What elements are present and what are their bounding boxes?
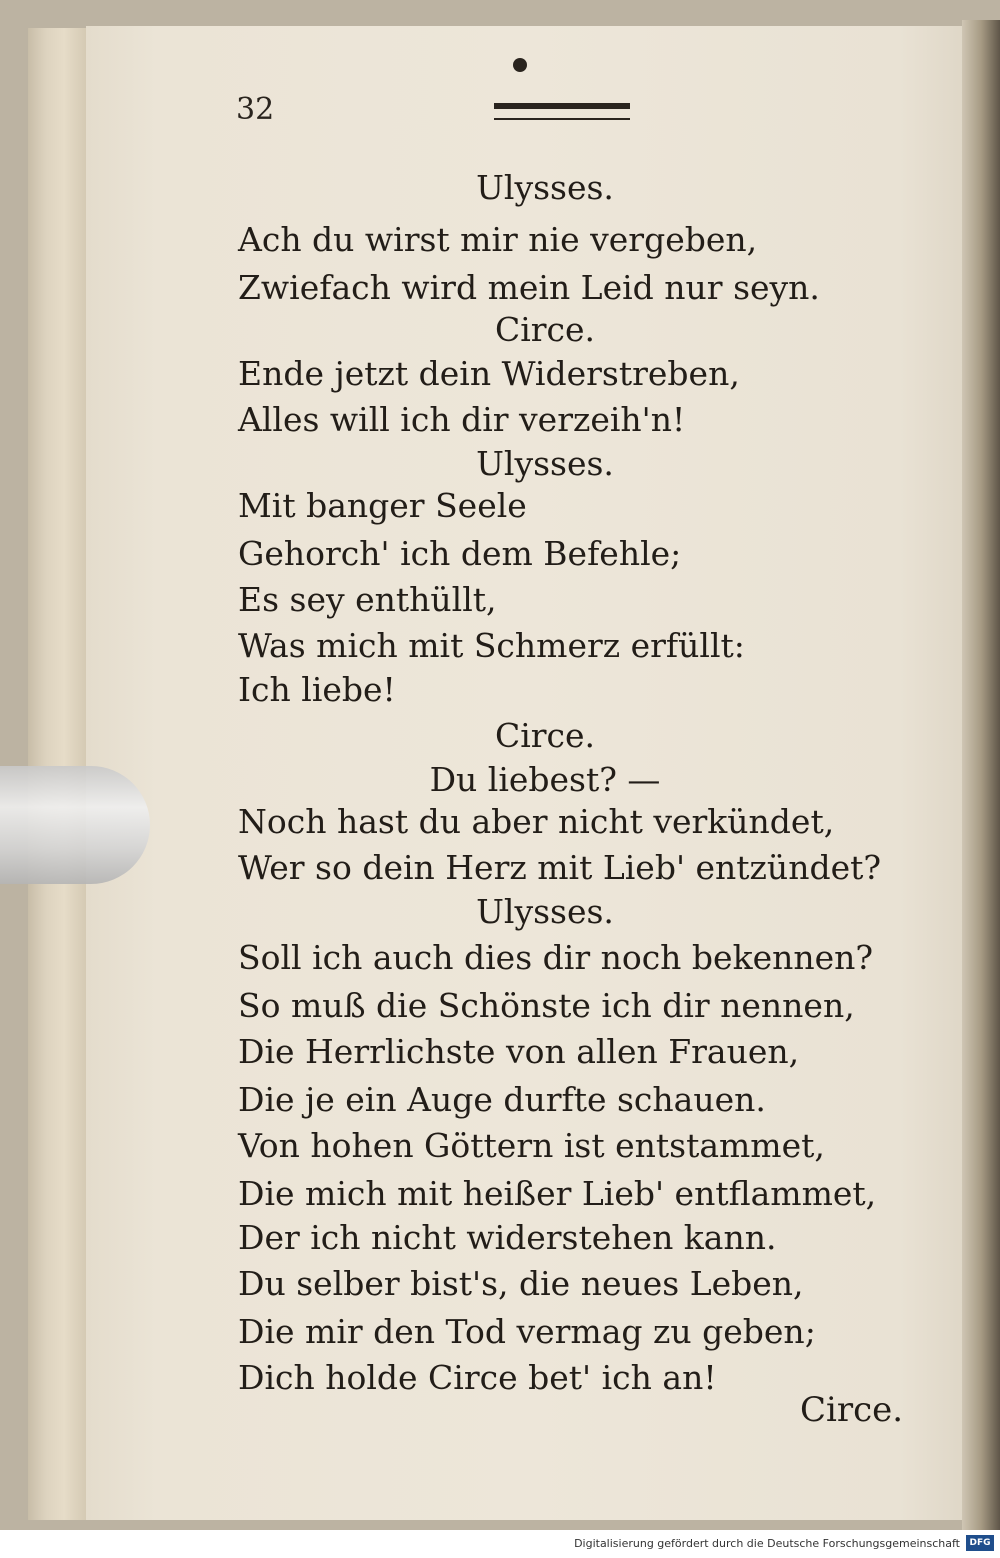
verse-line: Ach du wirst mir nie vergeben, [238,220,758,259]
verse-line: Von hohen Göttern ist entstammet, [238,1126,825,1165]
verse-line: Mit banger Seele [238,486,527,525]
page-number: 32 [236,92,275,127]
speaker-name: Circe. [494,716,596,755]
verse-line: Alles will ich dir verzeih'n! [238,400,686,439]
header-rule [494,103,630,109]
speaker-name: Ulysses. [476,168,614,207]
verse-line: Ende jetzt dein Widerstreben, [238,354,740,393]
book-spine [962,20,1000,1530]
verse-line: Gehorch' ich dem Befehle; [238,534,682,573]
dfg-logo: DFG [966,1535,994,1551]
verse-line: Der ich nicht widerstehen kann. [238,1218,777,1257]
footer [0,1530,1000,1558]
verse-line: Wer so dein Herz mit Lieb' entzündet? [238,848,882,887]
verse-line: Was mich mit Schmerz erfüllt: [238,626,745,665]
verse-line: Die mich mit heißer Lieb' entflammet, [238,1174,877,1213]
verse-line: Es sey enthüllt, [238,580,497,619]
header-rule-thin [494,118,630,120]
speaker-name: Du liebest? — [429,760,661,799]
verse-line: Noch hast du aber nicht verkündet, [238,802,835,841]
footer-credit: Digitalisierung gefördert durch die Deutsche Forschungsgemeinschaft [574,1537,960,1550]
speaker-name: Ulysses. [476,892,614,931]
verse-line: Die je ein Auge durfte schauen. [238,1080,766,1119]
verse-line: Ich liebe! [238,670,396,709]
verse-line: Dich holde Circe bet' ich an! [238,1358,717,1397]
verse-line: Soll ich auch dies dir noch bekennen? [238,938,874,977]
speaker-name: Circe. [494,310,596,349]
page-clip [0,766,150,884]
ornament-dot [513,58,527,72]
verse-line: Zwiefach wird mein Leid nur seyn. [238,268,820,307]
verse-line: Die Herrlichste von allen Frauen, [238,1032,800,1071]
verse-line: So muß die Schönste ich dir nennen, [238,986,855,1025]
catchword: Circe. [800,1390,904,1430]
verse-line: Die mir den Tod vermag zu geben; [238,1312,816,1351]
verse-line: Du selber bist's, die neues Leben, [238,1264,804,1303]
speaker-name: Ulysses. [476,444,614,483]
